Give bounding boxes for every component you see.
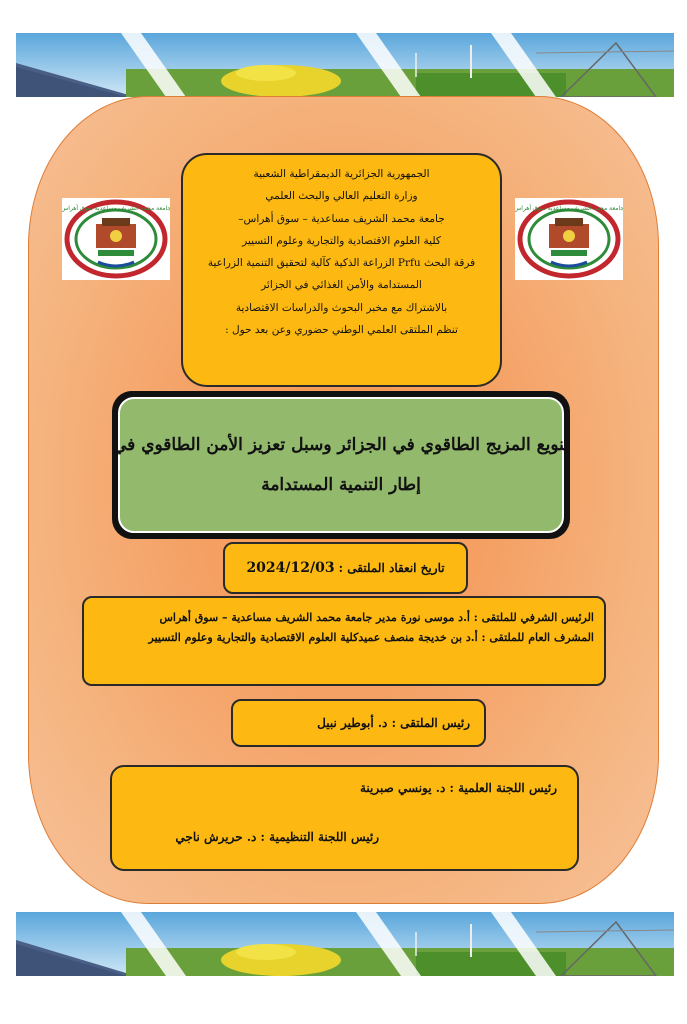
conference-title-line1: تنويع المزيج الطاقوي في الجزائر وسبل تعزيز الأمن الطاقوي في bbox=[112, 435, 570, 455]
header-line-faculty: كلية العلوم الاقتصادية والتجارية وعلوم التسيير bbox=[242, 234, 441, 247]
bottom-banner-image bbox=[16, 912, 674, 976]
header-line-country: الجمهورية الجزائرية الديمقراطية الشعبية bbox=[253, 168, 430, 180]
conference-chair-box bbox=[231, 699, 486, 747]
conference-title-box bbox=[112, 391, 570, 539]
logo-arc-text: جامعة محمد الشريف مساعدية سوق أهراس bbox=[62, 205, 170, 212]
date-value: 2024/12/03 bbox=[246, 560, 335, 576]
date-label: تاريخ انعقاد الملتقى : bbox=[338, 561, 445, 575]
header-line-university: جامعة محمد الشريف مساعدية – سوق أهراس– bbox=[238, 212, 445, 225]
scientific-committee-chair: رئيس اللجنة العلمية : د. يونسي صبرينة bbox=[360, 781, 557, 795]
honorary-president: الرئيس الشرفي للملتقى : أ.د موسى نورة مدير جامعة محمد الشريف مساعدية – سوق أهراس bbox=[159, 611, 594, 624]
committees-box bbox=[110, 765, 579, 871]
general-supervisor: المشرف العام للملتقى : أ.د بن خديجة منصف عميدكلية العلوم الاقتصادية والتجارية وعلوم التسيير bbox=[148, 631, 594, 644]
conference-chair: رئيس الملتقى : د. أبوطير نبيل bbox=[317, 716, 470, 730]
header-line-organizes: تنظم الملتقى العلمي الوطني حضوري وعن بعد حول : bbox=[225, 324, 458, 337]
conference-title-line2: إطار التنمية المستدامة bbox=[261, 475, 421, 495]
presidents-box bbox=[82, 596, 606, 686]
header-line-ministry: وزارة التعليم العالي والبحث العلمي bbox=[265, 190, 418, 203]
header-institution-box bbox=[181, 153, 502, 387]
university-logo-left bbox=[62, 198, 170, 280]
university-logo-right bbox=[515, 198, 623, 280]
date-box bbox=[223, 542, 468, 594]
header-line-research-team-cont: المستدامة والأمن الغذائي في الجزائر bbox=[261, 279, 422, 292]
organizing-committee-chair: رئيس اللجنة التنظيمية : د. حريرش ناجي bbox=[175, 830, 379, 844]
header-line-research-team: فرقة البحث Prfu الزراعة الذكية كآلية لتحقيق التنمية الزراعية bbox=[207, 257, 476, 270]
top-banner-image bbox=[16, 33, 674, 97]
header-line-partner-lab: بالاشتراك مع مخبر البحوث والدراسات الاقتصادية bbox=[235, 301, 448, 314]
logo-arc-text: جامعة محمد الشريف مساعدية سوق أهراس bbox=[515, 205, 623, 212]
